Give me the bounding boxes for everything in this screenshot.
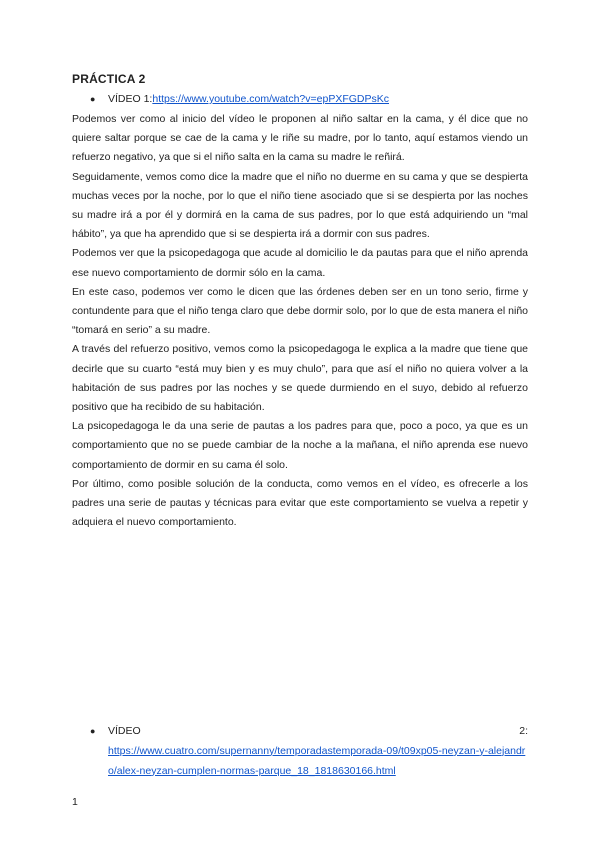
video2-link[interactable]: https://www.cuatro.com/supernanny/temporadastemporada-09/t09xp05-neyzan-y-alejandro/alex-neyzan-cumplen-normas-parque_18_1818630166.html [108,744,526,777]
paragraph: A través del refuerzo positivo, vemos como la psicopedagoga le explica a la madre que tiene que decirle que su cuarto “está muy bien y es muy chulo”, para que así el niño no quiera volver a la habitación de sus padres por las noches y se quede durmiendo en el suyo, debido al refuerzo positivo que ha recibido de su habitación. [72,343,528,414]
paragraph: Seguidamente, vemos como dice la madre que el niño no duerme en su cama y que se despierta muchas veces por la noche, por lo que el niño tiene asociado que si se despierta por las noches su madre irá a por él y dormirá en la cama de sus padres, por lo que está adquiriendo un “mal hábito”, ya que ha aprendido que si se despierta irá a dormir con sus padres. [72,170,528,241]
video2-item [90,722,528,781]
video2-label: VÍDEO [108,725,141,737]
video1-item [90,93,389,105]
page-title: PRÁCTICA 2 [72,72,146,86]
body-text [72,110,528,532]
video1-label: VÍDEO 1: [108,93,153,105]
page-number: 1 [72,796,78,808]
bullet-icon: ● [90,94,96,104]
video1-link[interactable]: https://www.youtube.com/watch?v=epPXFGDPsKc [152,93,390,105]
paragraph: Por último, como posible solución de la conducta, como vemos en el vídeo, es ofrecerle a los padres una serie de pautas y técnicas para evitar que este comportamiento se vuelva a repetir y adquiera el nuevo comportamiento. [72,477,528,529]
video2-number: 2: [519,725,528,737]
paragraph: La psicopedagoga le da una serie de pautas a los padres para que, poco a poco, ya que es un comportamiento que no se puede cambiar de la noche a la mañana, el niño aprenda ese nuevo comportamiento de dormir en su cama él solo. [72,420,528,471]
paragraph: Podemos ver que la psicopedagoga que acude al domicilio le da pautas para que el niño aprenda ese nuevo comportamiento de dormir sólo en la cama. [72,247,528,279]
paragraph: En este caso, podemos ver como le dicen que las órdenes deben ser en un tono serio, firme y contundente para que el niño tenga claro que debe dormir solo, por lo que de esta manera el niño “tomará en serio” a su madre. [72,285,528,337]
bullet-icon: ● [90,726,96,736]
paragraph: Podemos ver como al inicio del vídeo le proponen al niño saltar en la cama, y él dice que no quiere saltar porque se cae de la cama y le riñe su madre, por lo tanto, aquí estamos viendo un refuerzo negativo, ya que si el niño salta en la cama su madre le reñirá. [72,113,528,164]
